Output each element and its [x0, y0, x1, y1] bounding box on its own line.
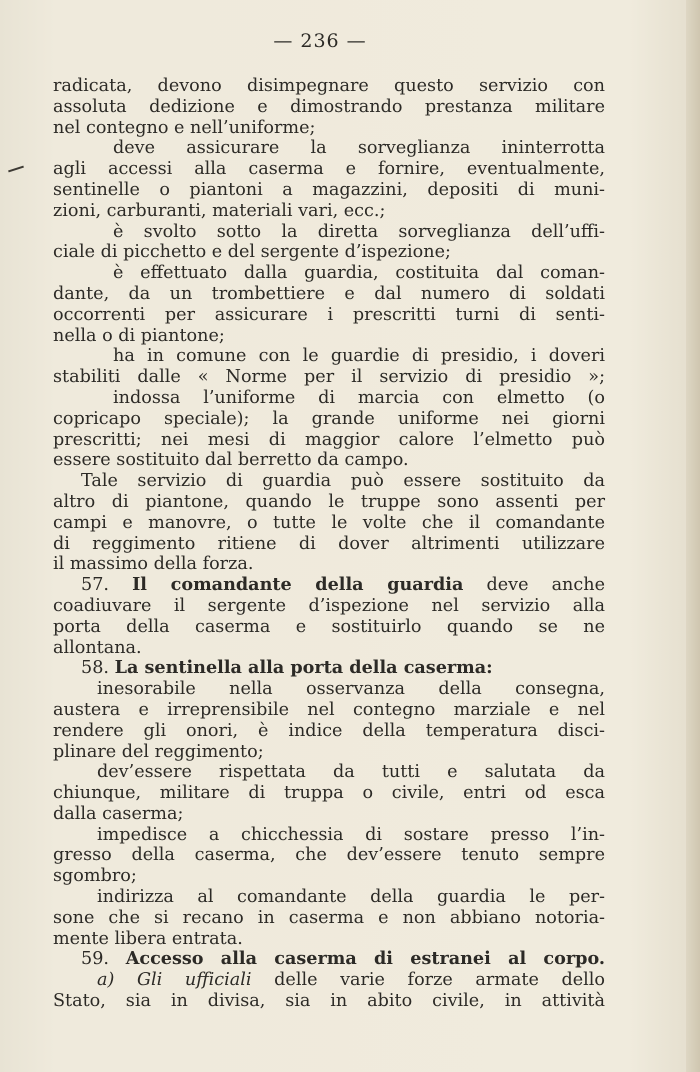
section-59-heading-line: [53, 949, 605, 970]
text-line: ha in comune con le guardie di presidio, i doveri: [113, 346, 605, 367]
text-line: deve assicurare la sorveglianza ininterrotta: [113, 138, 605, 159]
text-line: dalla caserma;: [53, 803, 184, 824]
text-line: Tale servizio di guardia può essere sostituito da: [81, 471, 605, 492]
text-line: austera e irreprensibile nel contegno marziale e nel: [53, 699, 605, 720]
page-number: — 236 —: [273, 30, 367, 52]
item-italic-subject: Gli ufficiali: [136, 970, 252, 991]
text-line: sgombro;: [53, 866, 137, 887]
text-line: radicata, devono disimpegnare questo servizio con: [53, 76, 605, 96]
section-57-heading-line: [53, 575, 605, 596]
text-line: agli accessi alla caserma e fornire, eventualmente,: [53, 159, 605, 180]
section-number: 57.: [81, 575, 109, 596]
item-letter: a): [97, 970, 115, 991]
text-line: altro di piantone, quando le truppe sono assenti per: [53, 491, 605, 512]
text-line: di reggimento ritiene di dover altrimenti utilizzare: [53, 533, 605, 554]
text-line: chiunque, militare di truppa o civile, entri od esca: [53, 783, 605, 804]
section-58-heading-line: [53, 658, 605, 679]
margin-pencil-mark: [8, 166, 24, 173]
section-59a-line: [53, 970, 605, 991]
page-edge: [686, 0, 700, 1072]
section-title: Il comandante della guardia: [132, 574, 464, 596]
text-line: plinare del reggimento;: [53, 741, 264, 762]
text-line: coadiuvare il sergente d’ispezione nel servizio alla: [53, 595, 605, 616]
section-title: La sentinella alla porta della caserma:: [114, 657, 493, 679]
text-line: allontana.: [53, 637, 142, 658]
text-line: dev’essere rispettata da tutti e salutata da: [97, 762, 605, 783]
text-line: indossa l’uniforme di marcia con elmetto (o: [113, 387, 605, 408]
text-line: mente libera entrata.: [53, 928, 243, 949]
section-text: deve anche: [486, 575, 605, 596]
text-line: assoluta dedizione e dimostrando prestanza militare: [53, 96, 605, 117]
text-line: è svolto sotto la diretta sorveglianza dell’uffi-: [113, 221, 605, 242]
body-text: [53, 76, 605, 1012]
text-line: dante, da un trombettiere e dal numero di soldati: [53, 283, 605, 304]
text-line: rendere gli onori, è indice della temperatura disci-: [53, 720, 605, 741]
text-line: campi e manovre, o tutte le volte che il comandante: [53, 512, 605, 533]
text-line: nella o di piantone;: [53, 325, 225, 346]
text-line: gresso della caserma, che dev’essere tenuto sempre: [53, 845, 605, 866]
text-line: nel contegno e nell’uniforme;: [53, 117, 316, 138]
section-number: 58.: [81, 658, 109, 679]
text-line: copricapo speciale); la grande uniforme nei giorni: [53, 408, 605, 429]
text-line: prescritti; nei mesi di maggior calore l’elmetto può: [53, 429, 605, 450]
text-line: impedisce a chicchessia di sostare presso l’in-: [97, 824, 605, 845]
text-line: ciale di picchetto e del sergente d’ispezione;: [53, 242, 451, 263]
text-line: il massimo della forza.: [53, 554, 254, 575]
text-line: zioni, carburanti, materiali vari, ecc.;: [53, 200, 386, 221]
text-line: è effettuato dalla guardia, costituita dal coman-: [113, 263, 605, 284]
text-line: indirizza al comandante della guardia le per-: [97, 887, 605, 908]
text-line: inesorabile nella osservanza della consegna,: [97, 679, 605, 700]
section-number: 59.: [81, 949, 109, 970]
text-line: occorrenti per assicurare i prescritti turni di senti-: [53, 304, 605, 325]
item-text: delle varie forze armate dello: [274, 970, 606, 991]
text-line: porta della caserma e sostituirlo quando se ne: [53, 616, 605, 637]
text-line: sentinelle o piantoni a magazzini, depositi di muni-: [53, 179, 605, 200]
text-line: essere sostituito dal berretto da campo.: [53, 450, 409, 471]
text-line: sone che si recano in caserma e non abbiano notoria-: [53, 907, 605, 928]
text-line: Stato, sia in divisa, sia in abito civile, in attività: [53, 991, 605, 1012]
section-title: Accesso alla caserma di estranei al corpo.: [125, 948, 605, 970]
text-line: stabiliti dalle « Norme per il servizio di presidio »;: [53, 367, 605, 388]
